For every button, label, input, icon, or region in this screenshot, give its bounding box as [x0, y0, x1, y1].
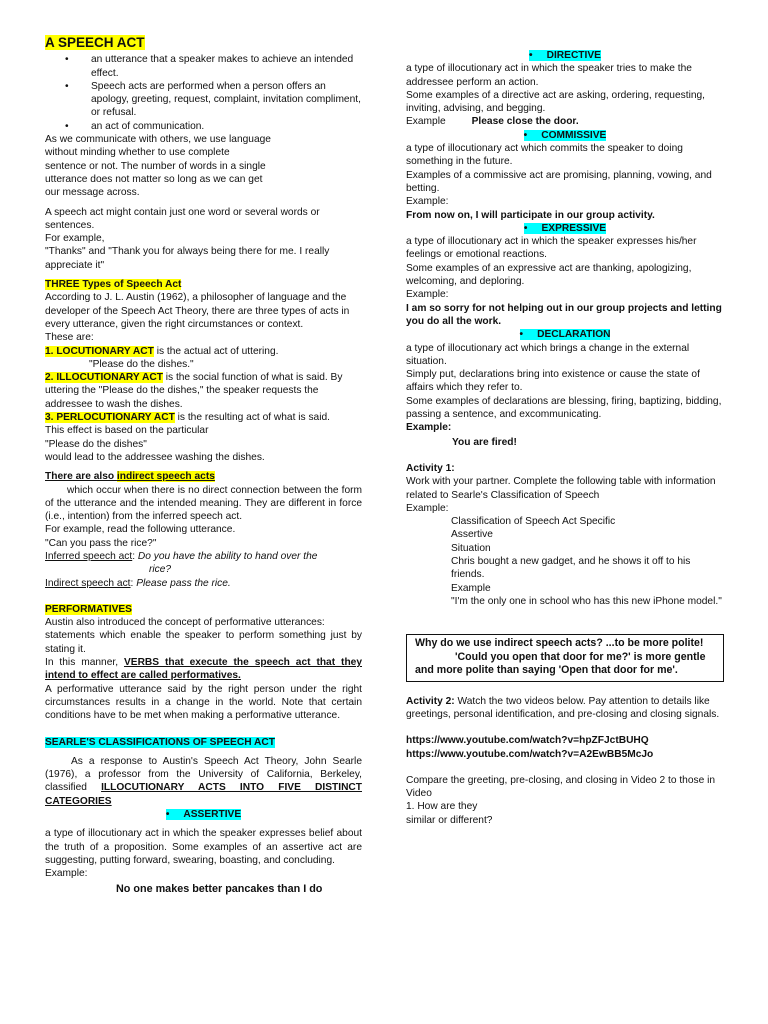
- question-1: 1. How are they: [406, 801, 478, 813]
- directive-heading: [406, 49, 724, 62]
- table-line: Classification of Speech Act Specific: [451, 516, 616, 528]
- perf-prefix: In this manner,: [45, 657, 124, 669]
- inferred-line: Inferred speech act: Do you have the ability to hand over the: [45, 550, 318, 562]
- indirect-prefix: There are also: [45, 471, 117, 483]
- indirect-paragraph: which occur when there is no direct connection between the form of the utterance and the intended meaning. They are different in force (i.e., intention) from the inferred speech act.: [45, 484, 362, 523]
- para-line: our message across.: [45, 187, 140, 199]
- perf-bold: VERBS that execute the speech act that they intend to effect are called performatives.: [45, 657, 363, 682]
- para-line: "Please do the dishes": [45, 438, 147, 450]
- para-text: For example,: [45, 233, 105, 245]
- assertive-heading: [45, 808, 362, 821]
- document-title: A SPEECH ACT: [45, 35, 145, 50]
- expressive-example-label: Example:: [406, 289, 449, 301]
- para-text: "Thanks" and "Thank you for always being there for me. I really appreciate it": [45, 246, 330, 271]
- para-line: sentence or not. The number of words in a single: [45, 160, 266, 172]
- locutionary-label: 1. LOCUTIONARY ACT: [45, 345, 154, 357]
- perf-paragraph-1: Austin also introduced the concept of performative utterances:: [45, 617, 325, 629]
- table-line: Assertive: [451, 529, 493, 541]
- three-types-heading: THREE Types of Speech Act: [45, 279, 182, 291]
- expressive-paragraph: a type of illocutionary act in which the speaker expresses his/her feelings or emotional reactions.: [406, 236, 697, 261]
- activity2-line: [406, 695, 724, 722]
- assertive-example: No one makes better pancakes than I do: [116, 882, 323, 895]
- inferred-text-cont: rice?: [149, 564, 172, 576]
- perlocutionary-item: [45, 411, 362, 424]
- commissive-label: • COMMISSIVE: [524, 130, 607, 141]
- para-line: This effect is based on the particular: [45, 425, 209, 437]
- searle-text: As a response to Austin's Speech Act Theory, John Searle (1976), a professor from the University of California, Berkeley, classified: [45, 755, 362, 794]
- table-line: Chris bought a new gadget, and he shows it off to his friends.: [451, 555, 691, 581]
- expressive-label: • EXPRESSIVE: [524, 223, 606, 234]
- expressive-heading: [406, 222, 724, 235]
- bullet-item: • an utterance that a speaker makes to achieve an intended effect.: [45, 53, 362, 80]
- compare-paragraph: Compare the greeting, pre-closing, and closing in Video 2 to those in Video: [406, 774, 716, 800]
- declaration-examples: Some examples of declarations are blessing, firing, baptizing, bidding, passing a sentence, and excommunicating.: [406, 395, 722, 421]
- para-text: A speech act might contain just one word or several words or sentences.: [45, 206, 320, 231]
- activity1-table: [406, 515, 724, 608]
- box-answer: 'Could you open that door for me?' is more gentle and more polite than saying 'Open that door for me'.: [415, 650, 706, 677]
- left-column: [45, 34, 362, 896]
- para-line: without minding whether to use complete: [45, 147, 230, 159]
- commissive-examples: Examples of a commissive act are promising, planning, vowing, and betting.: [406, 169, 712, 194]
- para-line: would lead to the addressee washing the dishes.: [45, 451, 265, 463]
- declaration-paragraph: a type of illocutionary act which brings a change in the external situation.: [406, 342, 690, 367]
- activity2-label: Activity 2:: [406, 695, 455, 707]
- inferred-label: Inferred speech act: [45, 550, 133, 562]
- illocutionary-label: 2. ILLOCUTIONARY ACT: [45, 372, 163, 384]
- perlocutionary-text: is the resulting act of what is said.: [174, 412, 330, 424]
- declaration-paragraph-2: Simply put, declarations bring into existence or cause the state of affairs which they refer to.: [406, 369, 700, 394]
- perf-paragraph-4: A performative utterance said by the right person under the right circumstances results in a change in the world. Note that certain conditions have to be met when making a performative utterance.: [45, 683, 362, 722]
- indirect-speech-box: [406, 634, 724, 682]
- these-are-text: These are:: [45, 332, 94, 344]
- commissive-example: From now on, I will participate in our group activity.: [406, 209, 655, 221]
- locutionary-item: [45, 345, 362, 358]
- illocutionary-text: is the social function of what is said. By uttering the "Please do the dishes," the speaker requests the addressee to wash the dishes.: [45, 372, 343, 410]
- indirect-label: indirect speech acts: [116, 471, 215, 483]
- activity1-label: Activity 1:: [406, 462, 455, 474]
- directive-label: • DIRECTIVE: [529, 50, 601, 61]
- expressive-examples: Some examples of an expressive act are thanking, apologizing, welcoming, and deploring.: [406, 262, 692, 288]
- commissive-example-label: Example:: [406, 196, 449, 208]
- assertive-paragraph: a type of illocutionary act in which the speaker expresses belief about the truth of a proposition. Some examples of an assertive act are suggesting, putting forward, swearing, boasting, and concluding.: [45, 828, 362, 866]
- directive-example: Please close the door.: [471, 116, 579, 128]
- assertive-label: • ASSERTIVE: [166, 809, 241, 820]
- inferred-text: Do you have the ability to hand over the: [137, 550, 318, 562]
- indirect-example: "Can you pass the rice?": [45, 537, 157, 549]
- indirect-act-line: Indirect speech act: Please pass the rice.: [45, 577, 231, 589]
- video-link-1[interactable]: https://www.youtube.com/watch?v=hpZFJctBUHQ: [406, 735, 649, 747]
- activity2-paragraph: Watch the two videos below. Pay attention to details like greetings, personal identification, and pre-closing and closing signals.: [406, 695, 720, 720]
- video-link-2[interactable]: https://www.youtube.com/watch?v=A2EwBB5McJo: [406, 748, 654, 760]
- indirect-act-label: Indirect speech act: [45, 577, 131, 589]
- activity1-paragraph: Work with your partner. Complete the following table with information related to Searle's Classification of Speech: [406, 476, 716, 501]
- commissive-paragraph: a type of illocutionary act which commits the speaker to doing something in the future.: [406, 143, 683, 168]
- indirect-act-text: Please pass the rice.: [136, 577, 231, 589]
- illocutionary-item: [45, 371, 362, 411]
- para-line: As we communicate with others, we use language: [45, 134, 271, 146]
- austin-paragraph: According to J. L. Austin (1962), a philosopher of language and the developer of the Speech Act Theory, there are three types of acts in every utterance, given the right circumstances or context.: [45, 292, 350, 330]
- speech-act-bullets: [45, 53, 362, 133]
- question-1-cont: similar or different?: [406, 814, 493, 826]
- commissive-heading: [406, 129, 724, 142]
- table-line: "I'm the only one in school who has this new iPhone model.": [451, 595, 722, 607]
- bullet-item: • Speech acts are performed when a person offers an apology, greeting, request, complaint, invitation compliment, or refusal.: [45, 80, 362, 120]
- para-line: utterance does not matter so long as we can get: [45, 173, 263, 185]
- assertive-example-label: Example:: [45, 868, 88, 880]
- directive-examples: Some examples of a directive act are asking, ordering, requesting, inviting, advising, and begging.: [406, 89, 705, 115]
- performatives-heading: PERFORMATIVES: [45, 603, 132, 615]
- locutionary-text: is the actual act of uttering.: [153, 345, 279, 357]
- indirect-heading: [45, 470, 362, 483]
- searle-heading: SEARLE'S CLASSIFICATIONS OF SPEECH ACT: [45, 736, 275, 748]
- directive-example-label: Example: [406, 116, 446, 128]
- indirect-example-intro: For example, read the following utterance.: [45, 524, 236, 536]
- activity1-example-label: Example:: [406, 502, 449, 514]
- searle-bold: ILLOCUTIONARY ACTS INTO FIVE DISTINCT CATEGORIES: [45, 782, 362, 807]
- box-question: Why do we use indirect speech acts? ...to be more polite!: [415, 637, 704, 650]
- declaration-heading: [406, 328, 724, 341]
- declaration-example: You are fired!: [452, 436, 517, 448]
- expressive-example: I am so sorry for not helping out in our group projects and letting you do all the work.: [406, 302, 722, 327]
- bullet-item: • an act of communication.: [45, 120, 362, 133]
- perf-paragraph-3: [45, 656, 362, 683]
- declaration-label: • DECLARATION: [520, 329, 611, 340]
- searle-paragraph: [45, 755, 362, 808]
- table-line: Example: [451, 582, 491, 594]
- locutionary-example: "Please do the dishes.": [89, 358, 194, 370]
- directive-paragraph: a type of illocutionary act in which the speaker tries to make the addressee perform an action.: [406, 63, 692, 88]
- right-column: [406, 49, 724, 827]
- declaration-example-label: Example:: [406, 422, 452, 434]
- perf-paragraph-2: statements which enable the speaker to perform something just by stating it.: [45, 630, 362, 655]
- directive-example-line: [406, 115, 724, 128]
- perlocutionary-label: 3. PERLOCUTIONARY ACT: [45, 412, 175, 424]
- table-line: Situation: [451, 542, 491, 554]
